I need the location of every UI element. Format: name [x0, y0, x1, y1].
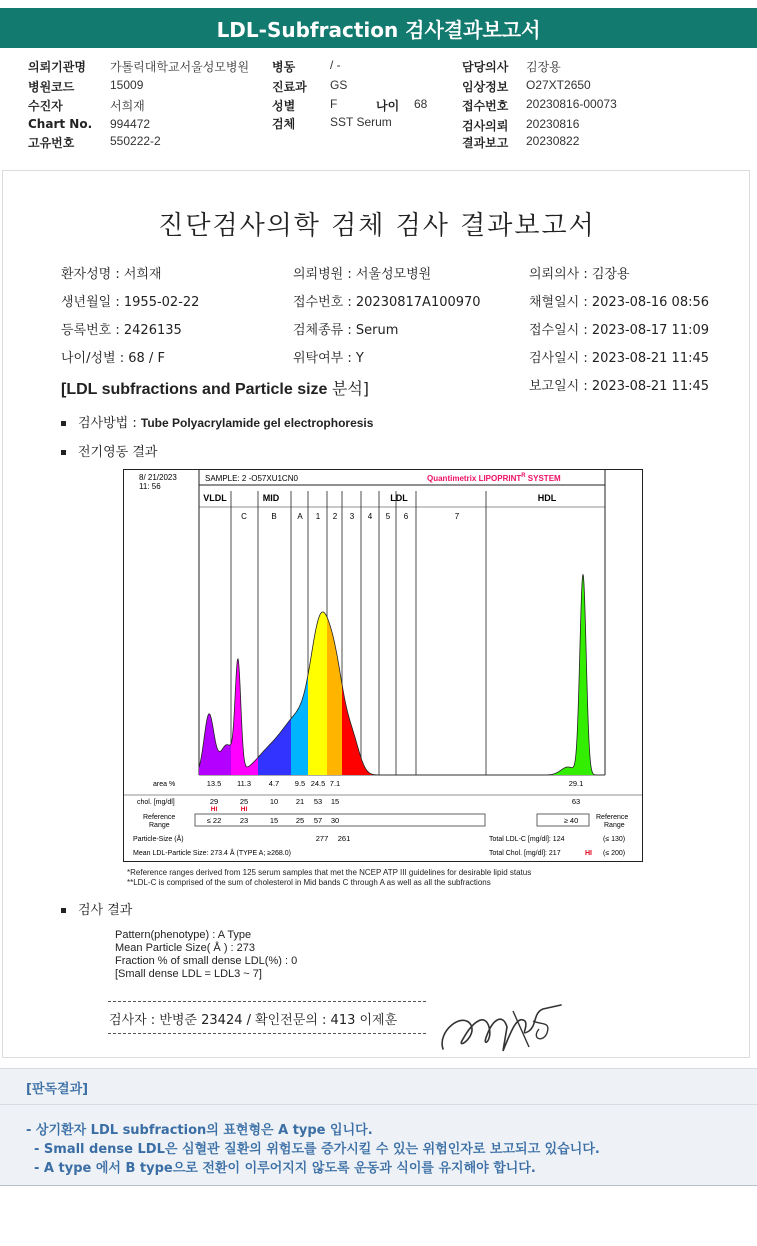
band-label-1: 1 [315, 512, 321, 521]
mean-ldl-size: Mean LDL-Particle Size: 273.4 Å (TYPE A; ≥268.0) [133, 850, 291, 857]
chart-time: 11: 56 [139, 482, 161, 491]
page-title: LDL-Subfraction 검사결과보고서 [0, 8, 757, 48]
band-label-2: 2 [332, 512, 338, 521]
opinion-line-2: - Small dense LDL은 심혈관 질환의 위험도를 증가시킬 수 있는 위험인자로 보고되고 있습니다. [34, 1142, 600, 1157]
area-value-0: 13.5 [206, 779, 222, 788]
label-sex: 성별 [272, 99, 296, 113]
electrophoresis-bullet: 전기영동 결과 [61, 441, 157, 460]
lipoprint-chart [123, 469, 643, 862]
chart-notes [127, 868, 531, 888]
requesting-hospital: 의뢰병원 : 서울성모병원 [293, 267, 432, 282]
lipoprint-chart-svg [123, 469, 643, 862]
outsourced: 위탁여부 : Y [293, 351, 364, 366]
ref-value-0: ≤ 22 [206, 816, 222, 825]
collection-time: 채혈일시 : 2023-08-16 08:56 [529, 295, 710, 310]
area-value-3: 9.5 [294, 779, 306, 788]
note-1: *Reference ranges derived from 125 serum samples that met the NCEP ATP III guidelines for desirable lipid status [127, 868, 532, 877]
chol-value-1: 25 [239, 797, 249, 806]
total-ldlc-ref: (≤ 130) [603, 836, 626, 843]
label-ward: 병동 [272, 60, 296, 74]
result-summary [115, 929, 297, 981]
result-sdldl-fraction: Fraction % of small dense LDL(%) : 0 [115, 955, 298, 967]
label-test-request: 검사의뢰 [462, 119, 509, 133]
specimen-type: 검체종류 : Serum [293, 323, 399, 338]
ref-value-2: 15 [269, 816, 279, 825]
value-specimen: SST Serum [330, 115, 392, 129]
chol-value-0: 29 [209, 797, 219, 806]
signature [433, 991, 573, 1061]
result-mean-size: Mean Particle Size( Å ) : 273 [115, 942, 256, 954]
group-label-mid: MID [262, 493, 280, 503]
value-ward: / - [330, 58, 341, 72]
band-label-6: 6 [403, 512, 409, 521]
method-bullet: 검사방법 : Tube Polyacrylamide gel electrophoresis [61, 412, 373, 431]
opinion-line-1: - 상기환자 LDL subfraction의 표현형은 A type 입니다. [26, 1123, 373, 1138]
area-value-1: 11.3 [236, 779, 252, 788]
band-label-4: 4 [367, 512, 373, 521]
ref-value-3: 25 [295, 816, 305, 825]
ref-value-1: 23 [239, 816, 249, 825]
particle-size-1: 277 [315, 834, 329, 843]
signature-divider-bottom [108, 1033, 426, 1034]
row-label-ref-1: Reference [143, 814, 176, 821]
value-department: GS [330, 78, 348, 92]
age-sex: 나이/성별 : 68 / F [61, 351, 165, 366]
value-hospital-code: 15009 [110, 78, 144, 92]
request-info [0, 54, 757, 154]
particle-size-label: Particle-Size (Å) [133, 836, 184, 843]
note-2: **LDL-C is comprised of the sum of cholesterol in Mid bands C through A as well as all the subfractions [127, 878, 491, 887]
value-examinee: 서희재 [110, 99, 145, 113]
chart-sample: SAMPLE: 2 -O57XU1CN0 [205, 474, 298, 483]
scanned-report [2, 170, 750, 1058]
value-age: 68 [414, 97, 428, 111]
group-label-ldl: LDL [390, 493, 408, 503]
chol-flag-1: HI [240, 806, 248, 813]
total-ldlc: Total LDL-C [mg/dl]: 124 [489, 836, 565, 843]
chart-date: 8/ 21/2023 [139, 473, 177, 482]
row-label-chol: chol. [mg/dl] [137, 799, 175, 806]
value-clinical-info: O27XT2650 [526, 78, 591, 92]
requesting-doctor: 의뢰의사 : 김장용 [529, 267, 630, 282]
receipt-time: 접수일시 : 2023-08-17 11:09 [529, 323, 710, 338]
band-label-C: C [241, 512, 247, 521]
value-test-request: 20230816 [526, 117, 580, 131]
test-time: 검사일시 : 2023-08-21 11:45 [529, 351, 710, 366]
group-label-hdl: HDL [537, 493, 557, 503]
band-label-A: A [297, 512, 303, 521]
patient-name: 환자성명 : 서희재 [61, 267, 162, 282]
value-sex: F [330, 97, 338, 111]
result-pattern: Pattern(phenotype) : A Type [115, 929, 252, 941]
row-label-ref-2: Range [149, 822, 170, 829]
area-value-hdl: 29.1 [568, 779, 584, 788]
value-receipt-no: 20230816-00073 [526, 97, 617, 111]
chart-brand: Quantimetrix $LIPOPRINT^R$ SYSTEM [427, 473, 561, 483]
area-value-5: 7.1 [329, 779, 341, 788]
row-label-ref-right-2: Range [604, 822, 625, 829]
value-unique-no: 550222-2 [110, 134, 161, 148]
chol-value-5: 15 [330, 797, 340, 806]
label-department: 진료과 [272, 80, 307, 94]
label-examinee: 수진자 [28, 99, 63, 113]
area-value-2: 4.7 [268, 779, 280, 788]
label-clinical-info: 임상정보 [462, 80, 509, 94]
chart-frame [124, 470, 643, 862]
opinion-header: [판독결과] [0, 1068, 757, 1104]
group-label-vldl: VLDL [203, 493, 227, 503]
label-age: 나이 [376, 99, 400, 113]
label-doctor: 담당의사 [462, 60, 509, 74]
chol-value-3: 21 [295, 797, 305, 806]
particle-size-2: 261 [337, 834, 351, 843]
receipt-number: 접수번호 : 20230817A100970 [293, 295, 481, 310]
report-time: 보고일시 : 2023-08-21 11:45 [529, 379, 710, 394]
examiner-line: 검사자 : 반병준 23424 / 확인전문의 : 413 이제훈 [109, 1013, 398, 1028]
result-sdldl-definition: [Small dense LDL = LDL3 ~ 7] [115, 968, 262, 980]
label-chart-no: Chart No. [28, 117, 93, 131]
opinion-body [0, 1104, 757, 1186]
label-receipt-no: 접수번호 [462, 99, 509, 113]
value-institution: 가톨릭대학교서울성모병원 [110, 60, 250, 74]
chol-value-hdl: 63 [571, 797, 581, 806]
result-bullet: 검사 결과 [61, 899, 132, 918]
total-chol-flag: HI [585, 850, 592, 857]
opinion-line-3: - A type 에서 B type으로 전환이 이루어지지 않도록 운동과 식이를 유지해야 합니다. [34, 1161, 536, 1176]
area-value-4: 24.5 [310, 779, 326, 788]
total-chol-ref: (≤ 200) [603, 850, 626, 857]
chol-flag-0: HI [210, 806, 218, 813]
value-result-report: 20230822 [526, 134, 580, 148]
band-label-5: 5 [385, 512, 391, 521]
section-title: [LDL subfractions and Particle size 분석] [61, 379, 370, 398]
registration-number: 등록번호 : 2426135 [61, 323, 182, 338]
label-result-report: 결과보고 [462, 136, 509, 150]
label-unique-no: 고유번호 [28, 136, 75, 150]
ref-value-5: 30 [330, 816, 340, 825]
chol-value-2: 10 [269, 797, 279, 806]
total-chol: Total Chol. [mg/dl]: 217 [489, 850, 561, 857]
value-chart-no: 994472 [110, 117, 151, 131]
row-label-ref-right-1: Reference [596, 814, 629, 821]
chol-value-4: 53 [313, 797, 323, 806]
value-doctor: 김장용 [526, 60, 561, 74]
ref-value-4: 57 [313, 816, 323, 825]
report-title: 진단검사의학 검체 검사 결과보고서 [158, 211, 596, 241]
label-specimen: 검체 [272, 117, 296, 131]
birth-date: 생년월일 : 1955-02-22 [61, 295, 200, 310]
label-hospital-code: 병원코드 [28, 80, 75, 94]
row-label-area: area % [153, 781, 176, 788]
band-label-B: B [271, 512, 277, 521]
band-label-7: 7 [454, 512, 460, 521]
ref-value-hdl: ≥ 40 [563, 816, 579, 825]
label-institution: 의뢰기관명 [28, 60, 86, 74]
signature-divider-top [108, 1001, 426, 1002]
band-label-3: 3 [349, 512, 355, 521]
